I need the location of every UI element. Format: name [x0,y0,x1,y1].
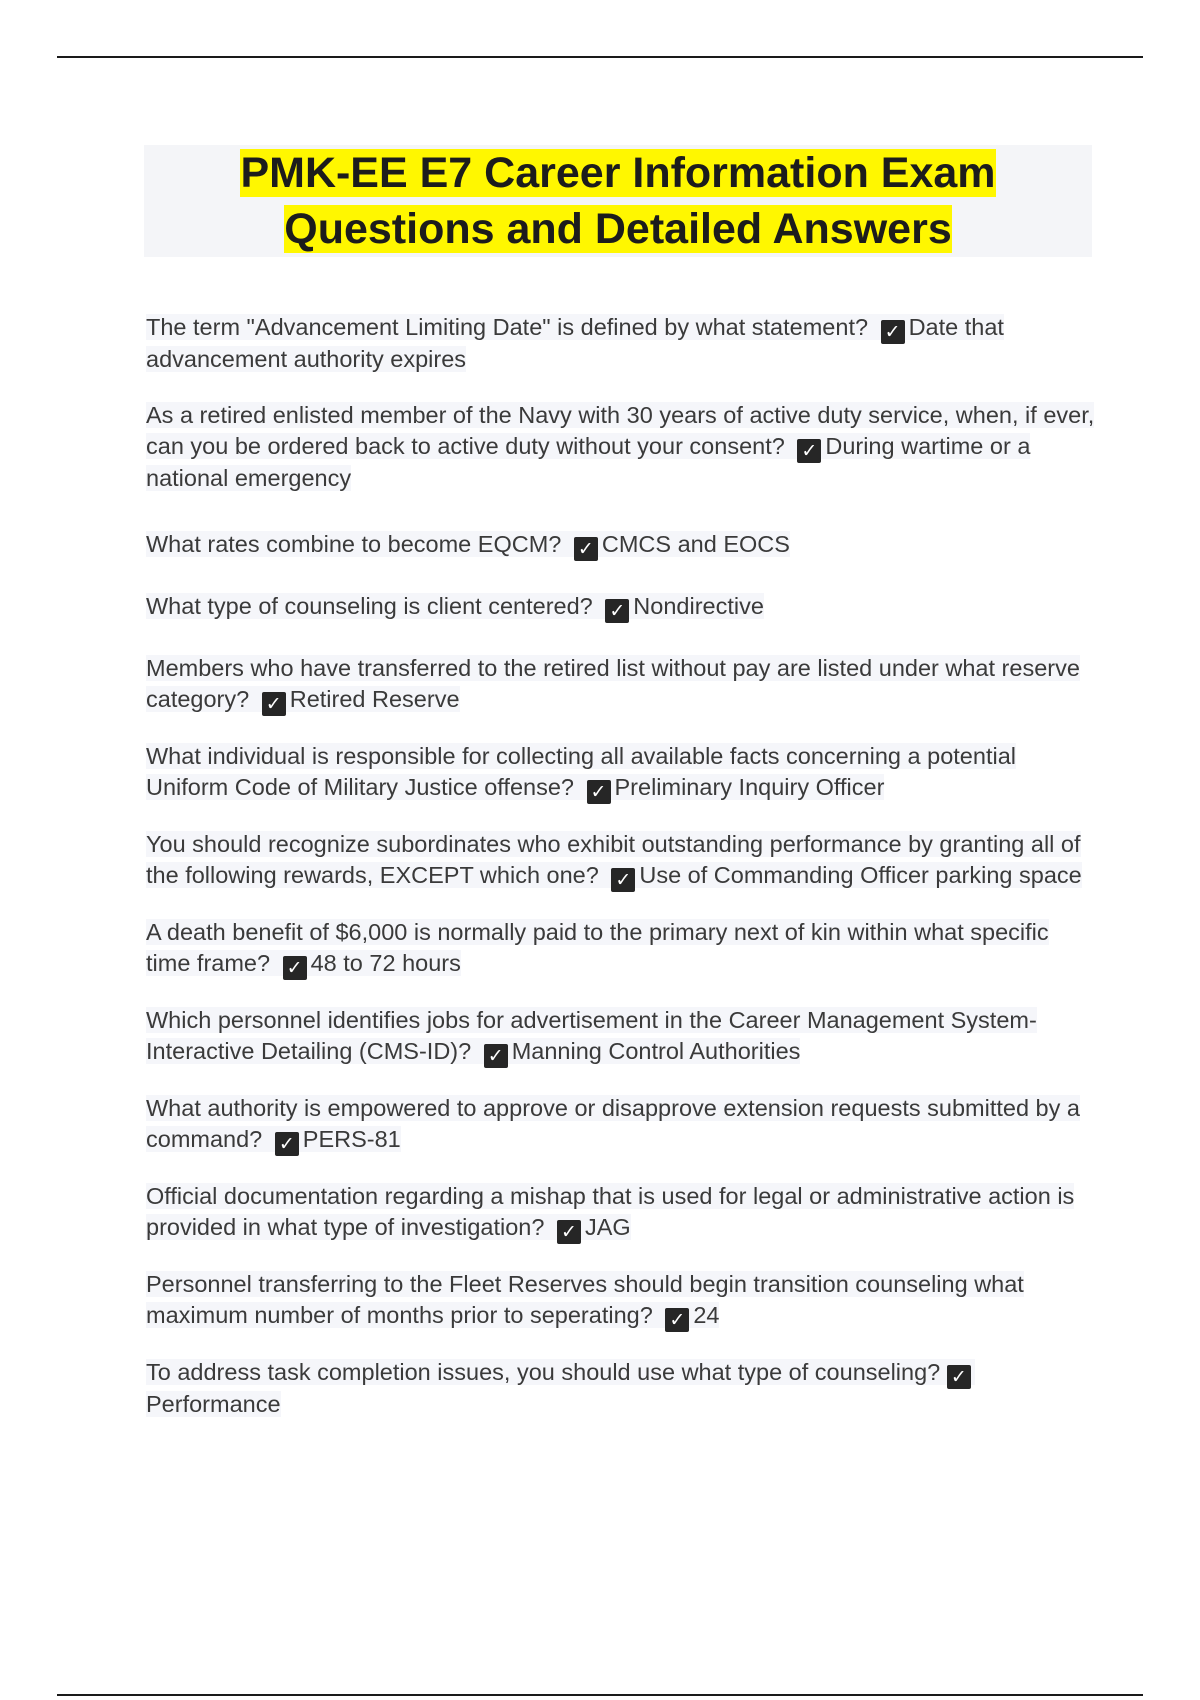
qa-item [146,1093,1096,1156]
question-text: You should recognize subordinates who exhibit outstanding performance by granting all of the following rewards, EXCEPT which one? [146,831,1081,888]
question-text: Which personnel identifies jobs for advertisement in the Career Management System-Interactive Detailing (CMS-ID)? [146,1007,1037,1064]
question-text: A death benefit of $6,000 is normally paid to the primary next of kin within what specific time frame? [146,919,1049,976]
answer-text: Performance [146,1391,281,1417]
answer-text: Preliminary Inquiry Officer [614,774,885,800]
document-title-block [144,145,1092,257]
question-text: To address task completion issues, you should use what type of counseling? [146,1359,941,1385]
qa-item [146,653,1096,716]
bottom-rule [57,1694,1143,1696]
qa-item [146,312,1096,375]
question-text: What type of counseling is client centered? [146,593,593,619]
answer-text: Use of Commanding Officer parking space [639,862,1082,888]
answer-text: Nondirective [633,593,764,619]
answer-text: 48 to 72 hours [310,950,461,976]
checkmark-icon: ✓ [262,692,286,716]
checkmark-icon: ✓ [605,599,629,623]
answer-text: PERS-81 [302,1126,401,1152]
checkmark-icon: ✓ [557,1220,581,1244]
qa-list [146,312,1096,1445]
answer-text: JAG [584,1214,631,1240]
answer-text: During wartime or a national emergency [146,433,1031,491]
checkmark-icon: ✓ [484,1044,508,1068]
question-text: Members who have transferred to the retired list without pay are listed under what reserve category? [146,655,1080,712]
qa-item [146,1181,1096,1244]
answer-text: Date that advancement authority expires [146,314,1004,372]
qa-item [146,1269,1096,1332]
checkmark-icon: ✓ [881,320,905,344]
answer-text: Manning Control Authorities [511,1038,801,1064]
checkmark-icon: ✓ [665,1308,689,1332]
qa-item [146,741,1096,804]
question-text: Personnel transferring to the Fleet Reserves should begin transition counseling what maximum number of months prior to seperating? [146,1271,1024,1328]
checkmark-icon: ✓ [587,780,611,804]
title-line-2: Questions and Detailed Answers [284,205,952,253]
question-text: What individual is responsible for collecting all available facts concerning a potential Uniform Code of Military Justice offense? [146,743,1016,800]
document-title [240,149,995,253]
checkmark-icon: ✓ [611,868,635,892]
qa-item [146,1357,1096,1420]
qa-item [146,400,1096,494]
checkmark-icon: ✓ [283,956,307,980]
title-line-1: PMK-EE E7 Career Information Exam [240,149,996,197]
checkmark-icon: ✓ [275,1132,299,1156]
answer-text: CMCS and EOCS [601,531,790,557]
question-text: As a retired enlisted member of the Navy with 30 years of active duty service, when, if ever, can you be ordered back to active duty without your consent? [146,402,1095,459]
checkmark-icon: ✓ [574,537,598,561]
qa-item [146,591,1096,623]
checkmark-icon: ✓ [797,439,821,463]
question-text: What rates combine to become EQCM? [146,531,562,557]
checkmark-icon: ✓ [947,1365,971,1389]
question-text: The term "Advancement Limiting Date" is defined by what statement? [146,314,869,340]
question-text: Official documentation regarding a mishap that is used for legal or administrative action is provided in what type of investigation? [146,1183,1075,1240]
qa-item [146,829,1096,892]
answer-text: 24 [693,1302,720,1328]
question-text: What authority is empowered to approve or disapprove extension requests submitted by a command? [146,1095,1080,1152]
top-rule [57,56,1143,58]
qa-item [146,529,1096,561]
qa-item [146,1005,1096,1068]
answer-text: Retired Reserve [289,686,460,712]
qa-item [146,917,1096,980]
